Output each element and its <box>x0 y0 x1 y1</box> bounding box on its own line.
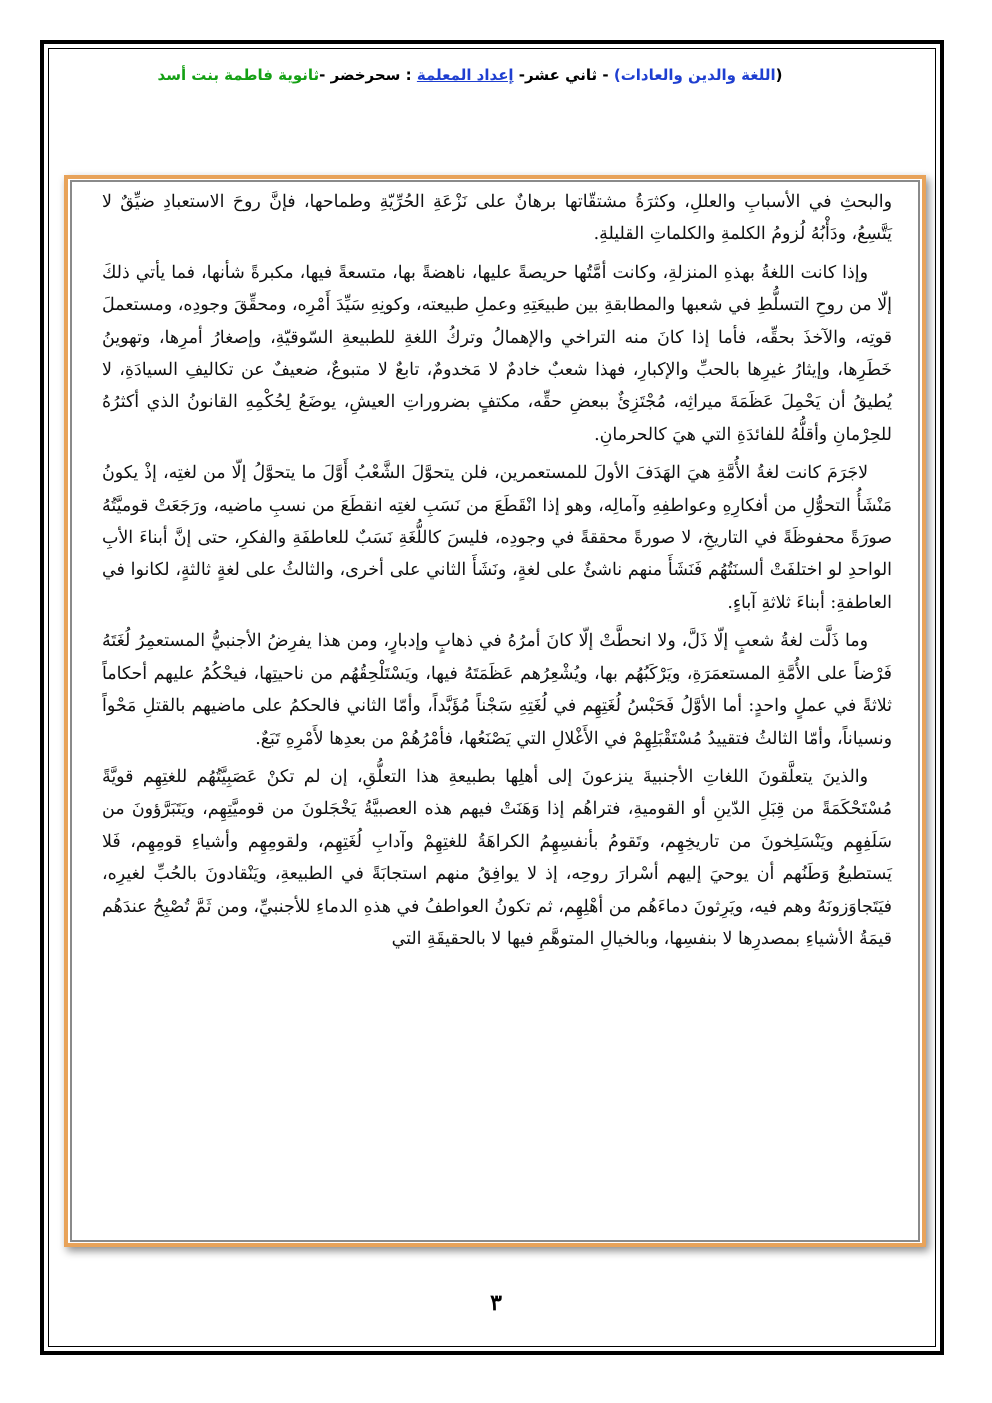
header-subject: اللغة والدين والعادات) <box>613 66 776 84</box>
paragraph: والذينَ يتعلَّقونَ اللغاتِ الأجنبيةَ ينزعونَ إلى أهلِها بطبيعةِ هذا التعلُّقِ، إن لم تكنْ عَصَبِيَّتُهُم للغتِهِم قويَّةً مُسْتَحْكَمَةً من قِبَلِ الدّينِ أو القوميةِ، فتراهُم إذا وَهَنَتْ فيهم هذه العصبيَّةُ يَخْجَلونَ من قوميَّتِهِم، ويَتَبَرَّؤونَ من سَلَفِهِم ويَنْسَلِخونَ من تاريخِهِم، وتَقومُ بأنفسِهِمُ الكراهَةُ للغتِهِمْ وآدابِ لُغَتِهِم، ولقومِهِم وأشياءِ قومِهِم، فَلا يَستطيعُ وَطَنُهم أن يوحيَ إليهم أسْرارَ روحِه، إذ لا يوافِقُ منهم استجابَةً في الطبيعةِ، ويَنْقادونَ بالحُبِّ لغيرِه، فيَتَجاوَزونَهُ وهم فيه، ويَرِثونَ دماءَهُم من أهْلِهِم، ثم تكونُ العواطفُ في هذهِ الدماءِ للأجنبيِّ، ومن ثَمَّ تُصْبِحُ عندَهُم قيمَةُ الأشياءِ بمصدرِها لا بنفسِها، وبالخيالِ المتوهَّمِ فيها لا بالحقيقَةِ التي <box>102 766 892 949</box>
paragraph: والبحثِ في الأسبابِ والعللِ، وكثرَةُ مشتقّاتها برهانٌ على نَزْعَةِ الحُرِّيّةِ وطماحها، فإنَّ روحَ الاستعبادِ ضيِّقٌ لا يَتَّسِعُ، ودَأْبُهُ لُزومُ الكلمةِ والكلماتِ القليلةِ. <box>102 192 892 245</box>
page-number: ٣ <box>490 1290 502 1316</box>
paragraph: لاجَرَمَ كانت لغةُ الأُمَّةِ هيَ الهَدَفَ الأولَ للمستعمرين، فلن يتحوَّلَ الشَّعْبُ أَوَّلَ ما يتحوَّلُ إلّا من لغتِه، إذْ يكونُ مَنْشَأُ التحوُّلِ من أفكارِهِ وعواطفِهِ وآمالِه، وهو إذا انْقَطَعَ من نَسَبِ لغتِه انقطَعَ من نسبِ ماضيه، ورَجَعَتْ قوميَّتُهُ صورَةً محفوظَةً في التاريخِ، لا صورةً محققةً في وجودِه، فليسَ كاللُّغَةِ نَسَبٌ للعاطفَةِ والفكرِ، حتى إنَّ أبناءَ الأبِ الواحدِ لو اختلفَتْ ألسنَتُهُم فَنَشَأَ منهم ناشئٌ على لغةٍ، ونَشَأَ الثاني على أخرى، والثالثُ على لغةٍ ثالثةٍ، لكانوا في العاطفةِ: أبناءَ ثلاثةِ آباءٍ. <box>102 463 892 613</box>
page-header <box>150 66 790 84</box>
header-sep-3: : <box>400 66 417 84</box>
header-open-paren: ( <box>775 66 783 84</box>
header-teacher: سحرخضر <box>330 66 401 84</box>
paragraph: وما ذَلَّت لغةُ شعبٍ إلّا ذَلَّ، ولا انحطَّتْ إلّا كانَ أمرُهُ في ذهابٍ وإدبارٍ، ومن هذا يفرِضُ الأجنبيُّ المستعمِرُ لُغَتَهُ فَرْضاً على الأُمَّةِ المستعمَرَةِ، ويَرْكَبُهُم بها، ويُشْعِرُهم عَظَمَتَهُ فيها، ويَسْتَلْحِقُهُم من ناحيتِها، فيحْكُمُ عليهم أحكاماً ثلاثةً في عملٍ واحدٍ: أما الأوَّلُ فَحَبْسُ لُغَتِهِم في لُغَتِهِ سَجْناً مُؤَبَّداً، وأمّا الثاني فالحكمُ على ماضيهم بالقتلِ مَحْواً ونسياناً، وأمّا الثالثُ فتقييدُ مُسْتَقْبَلِهِمْ في الأَغْلالِ التي يَصْنَعُها، فأمْرُهُمْ من بعدِها لأَمْرِهِ تَبَعٌ. <box>102 631 893 749</box>
article-body <box>102 186 892 961</box>
header-prep-label: إعداد المعلمة <box>416 66 514 84</box>
header-grade: ثاني عشر <box>525 66 598 84</box>
header-school: ثانوية فاطمة بنت أسد <box>157 66 320 84</box>
header-sep-4: - <box>319 66 331 84</box>
header-sep-1: - <box>597 66 614 84</box>
header-sep-2: - <box>513 66 526 84</box>
paragraph: وإذا كانت اللغةُ بهذهِ المنزلةِ، وكانت أمَّتُها حريصةً عليها، ناهضةً بها، متسعةً فيها، مكبرةً شأنها، فما يأتي ذلكَ إلّا من روحِ التسلُّطِ في شعبها والمطابقةِ بين طبيعَتِهِ وعملِ طبيعته، وكونِهِ سَيِّدَ أَمْرِه، ومحقِّقَ وجودِه، ومستعملَ قوتِه، والآخذَ بحقِّه، فأما إذا كانَ منه التراخي والإهمالُ وتركُ اللغةِ للطبيعةِ السّوقيّةِ، وإصغارُ أمرِها، وتهوينُ خَطَرِها، وإيثارُ غيرِها بالحبِّ والإكبارِ، فهذا شعبٌ خادمٌ لا مَخدومٌ، تابعٌ لا متبوعٌ، ضعيفٌ عن تكاليفِ السيادَةِ، لا يُطيقُ أن يَحْمِلَ عَظَمَةَ ميراثِه، مُجْتَزِئٌ ببعضِ حقِّه، مكتفٍ بضروراتِ العيشِ، يوضَعُ لِحُكْمِهِ القانونُ الذي أكثرُهُ للحِرْمانِ وأقلُّهُ للفائدَةِ التي هيَ كالحرمانِ. <box>102 262 892 445</box>
